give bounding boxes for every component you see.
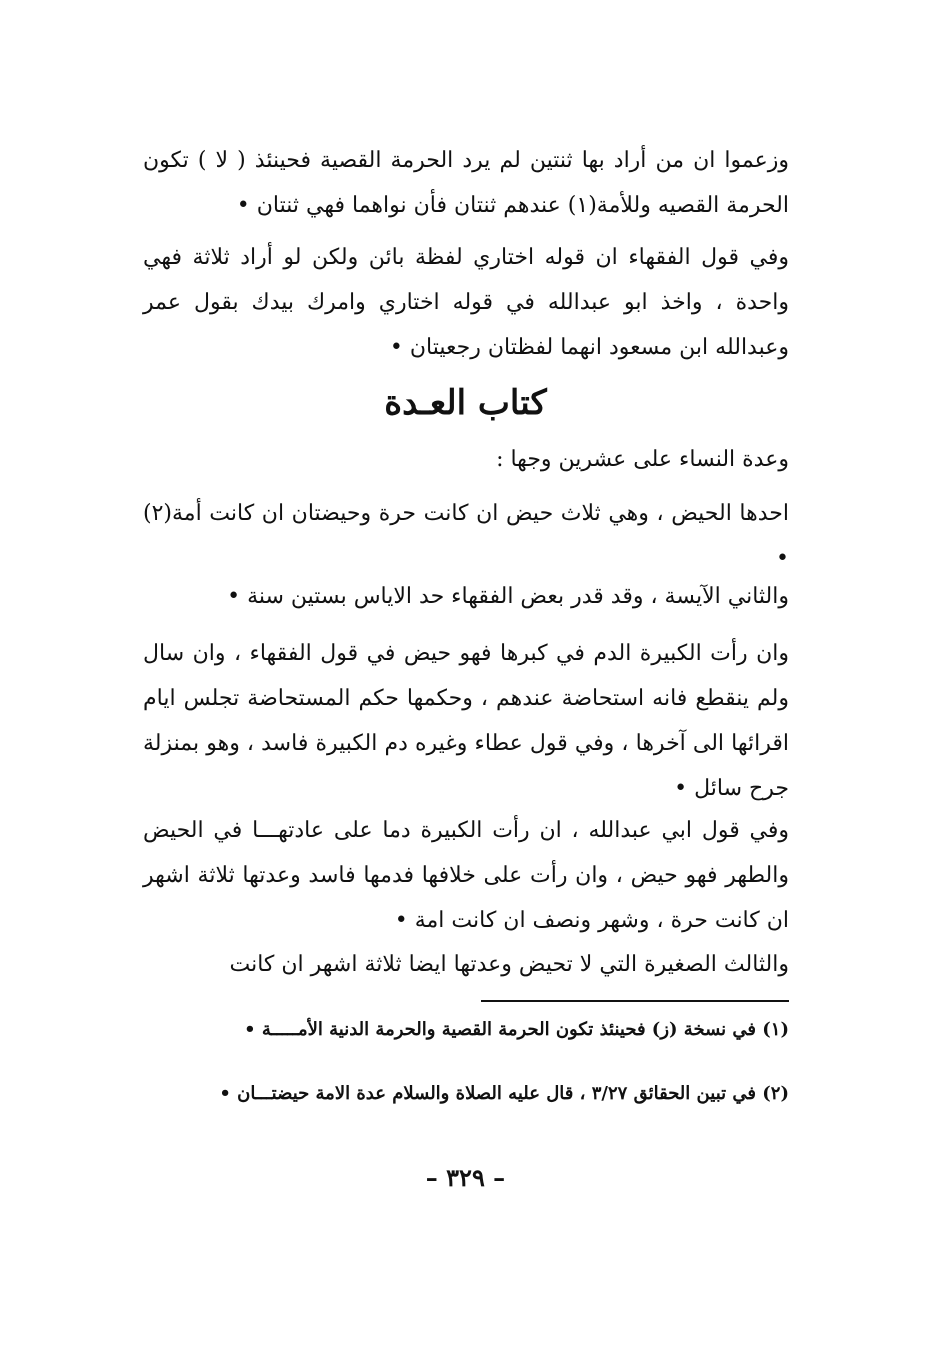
paragraph-4: احدها الحيض ، وهي ثلاث حيض ان كانت حرة وحيضتان ان كانت أمة(٢) • (143, 501, 789, 571)
footnote-divider (481, 1000, 789, 1002)
paragraph-8: والثالث الصغيرة التي لا تحيض وعدتها ايضا ثلاثة اشهر ان كانت (229, 952, 789, 977)
footnote-2: (٢) في تبين الحقائق ٣/٢٧ ، قال عليه الصلاة والسلام عدة الامة حيضتـــان • (219, 1083, 789, 1104)
paragraph-7: وفي قول ابي عبدالله ، ان رأت الكبيرة دما على عادتهـــا في الحيض والطهر فهو حيض ، وان رأت على خلافها فدمها فاسد وعدتها ثلاثة اشهر ان كانت حرة ، وشهر ونصف ان كانت امة • (143, 818, 789, 933)
paragraph-5: والثاني الآيسة ، وقد قدر بعض الفقهاء حد الاياس بستين سنة • (227, 584, 789, 609)
chapter-heading: كتاب العـدة (384, 383, 547, 423)
paragraph-1: وزعموا ان من أراد بها ثنتين لم يرد الحرمة القصية فحينئذ ( لا ) تكون الحرمة القصيه وللأمة(١) عندهم ثنتان فأن نواهما فهي ثنتان • (143, 148, 789, 218)
paragraph-3: وعدة النساء على عشرين وجها : (496, 447, 789, 472)
paragraph-2: وفي قول الفقهاء ان قوله اختاري لفظة بائن ولكن لو أراد ثلاثة فهي واحدة ، واخذ ابو عبدالله في قوله اختاري وامرك بيدك بقول عمر وعبدالله ابن مسعود انهما لفظتان رجعيتان • (143, 245, 790, 360)
paragraph-6: وان رأت الكبيرة الدم في كبرها فهو حيض في قول الفقهاء ، وان سال ولم ينقطع فانه استحاضة عندهم ، وحكمها حكم المستحاضة تجلس ايام اقرائها الى آخرها ، وفي قول عطاء وغيره دم الكبيرة فاسد ، وهو بمنزلة جرح سائل • (143, 641, 789, 801)
page-number: – ٣٢٩ – (425, 1163, 506, 1192)
footnote-1: (١) في نسخة (ز) فحينئذ تكون الحرمة القصية والحرمة الدنية الأمـــــة • (244, 1019, 789, 1040)
